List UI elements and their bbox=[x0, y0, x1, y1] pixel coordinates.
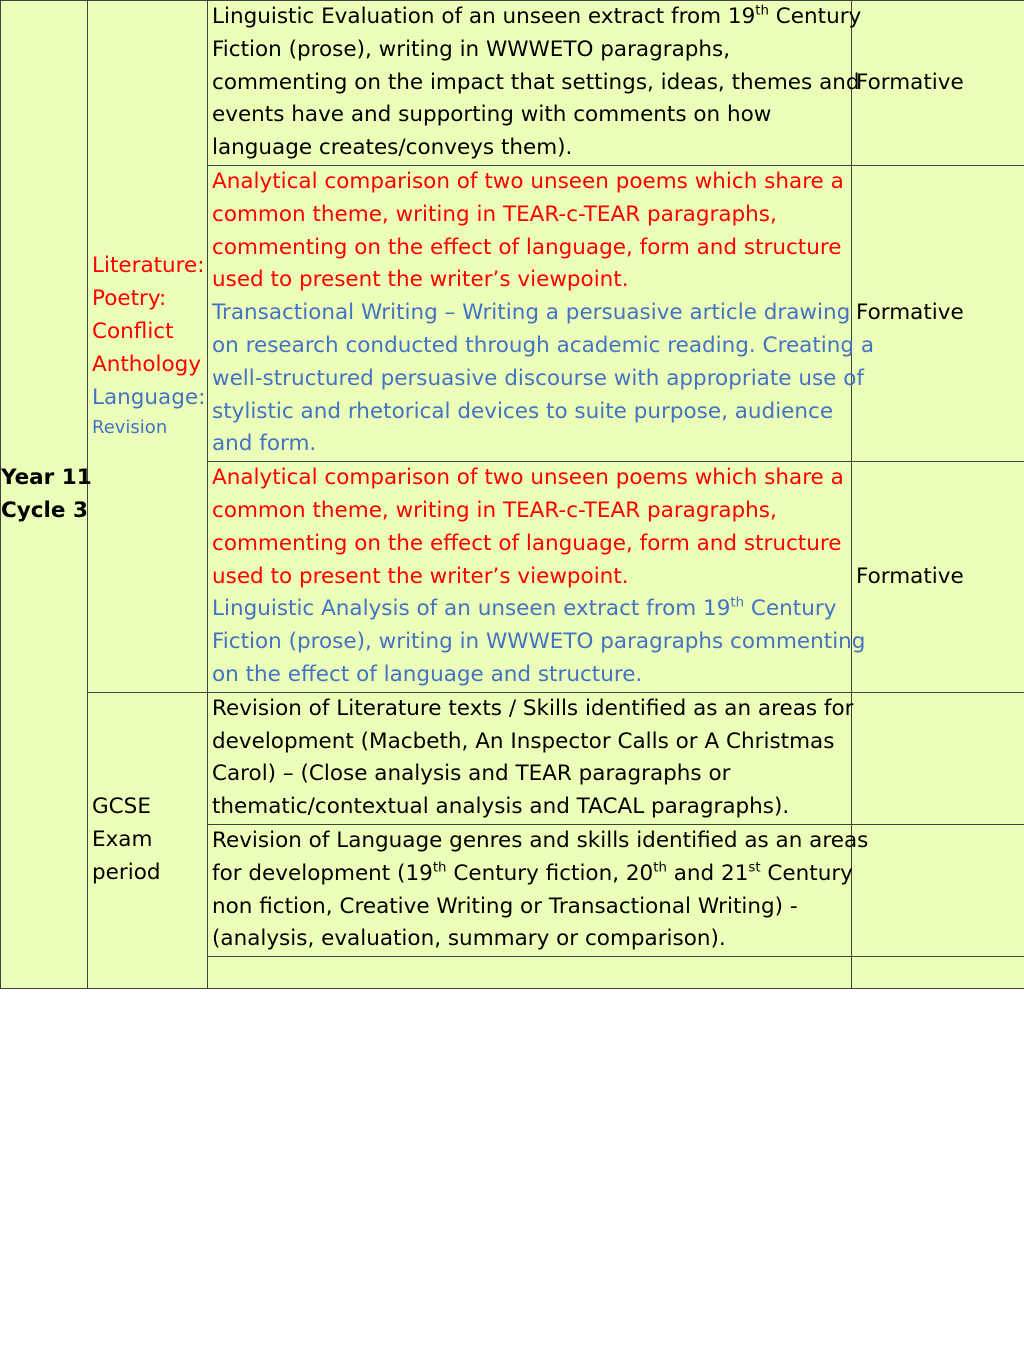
content-cell bbox=[208, 462, 866, 693]
conflict-label: Conflict bbox=[92, 318, 174, 344]
table-row bbox=[1, 1, 1024, 166]
exam-label: Exam bbox=[92, 827, 153, 853]
content-cell bbox=[208, 692, 852, 824]
content-line: on the effect of language and structure. bbox=[212, 661, 643, 687]
year-cycle-cell bbox=[1, 1, 92, 989]
content-line: thematic/contextual analysis and TACAL paragraphs). bbox=[212, 794, 790, 820]
content-line: non fiction, Creative Writing or Transactional Writing) - bbox=[212, 893, 798, 919]
content-cell bbox=[208, 824, 869, 956]
content-line: Fiction (prose), writing in WWWETO paragraphs commenting bbox=[212, 629, 866, 655]
assessment-label: Formative bbox=[856, 563, 964, 589]
content-line: Linguistic Evaluation of an unseen extract from 19th Century bbox=[212, 3, 862, 29]
table-row bbox=[1, 692, 1024, 824]
content-cell bbox=[208, 1, 862, 166]
content-line: and form. bbox=[212, 431, 317, 457]
language-label: Language: bbox=[92, 384, 206, 410]
unit-cell-exam bbox=[88, 692, 208, 988]
assessment-label: Formative bbox=[856, 69, 964, 95]
period-label: period bbox=[92, 859, 161, 885]
assessment-cell bbox=[852, 1, 1024, 166]
assessment-cell bbox=[852, 165, 1024, 461]
literature-label: Literature: bbox=[92, 253, 205, 279]
content-line: development (Macbeth, An Inspector Calls or A Christmas bbox=[212, 728, 835, 754]
content-line: used to present the writer’s viewpoint. bbox=[212, 563, 629, 589]
content-cell bbox=[208, 957, 852, 989]
content-cell bbox=[208, 165, 875, 461]
assessment-cell bbox=[852, 824, 1024, 956]
content-line: common theme, writing in TEAR-c-TEAR paragraphs, bbox=[212, 497, 777, 523]
content-line: common theme, writing in TEAR-c-TEAR paragraphs, bbox=[212, 201, 777, 227]
assessment-cell bbox=[852, 692, 1024, 824]
assessment-cell bbox=[852, 957, 1024, 989]
anthology-label: Anthology bbox=[92, 351, 202, 377]
content-line: commenting on the effect of language, form and structure bbox=[212, 530, 842, 556]
cycle-label: Cycle 3 bbox=[1, 497, 88, 523]
content-line: Revision of Language genres and skills identified as an areas bbox=[212, 827, 869, 853]
poetry-label: Poetry: bbox=[92, 286, 167, 312]
content-line: for development (19th Century fiction, 20th and 21st Century bbox=[212, 860, 853, 886]
content-line: on research conducted through academic reading. Creating a bbox=[212, 332, 875, 358]
content-line: Carol) – (Close analysis and TEAR paragraphs or bbox=[212, 761, 731, 787]
content-line: stylistic and rhetorical devices to suite purpose, audience bbox=[212, 398, 834, 424]
content-line: commenting on the impact that settings, ideas, themes and bbox=[212, 69, 860, 95]
unit-cell-poetry bbox=[88, 1, 208, 693]
content-line: events have and supporting with comments on how bbox=[212, 102, 772, 128]
assessment-cell bbox=[852, 462, 1024, 693]
content-line: Fiction (prose), writing in WWWETO paragraphs, bbox=[212, 36, 731, 62]
gcse-label: GCSE bbox=[92, 794, 151, 820]
year-label: Year 11 bbox=[1, 464, 92, 490]
assessment-label: Formative bbox=[856, 300, 964, 326]
content-line: commenting on the effect of language, form and structure bbox=[212, 234, 842, 260]
content-line: Transactional Writing – Writing a persuasive article drawing bbox=[212, 300, 851, 326]
content-line: language creates/conveys them). bbox=[212, 135, 573, 161]
content-line: Analytical comparison of two unseen poems which share a bbox=[212, 168, 844, 194]
content-line: Revision of Literature texts / Skills identified as an areas for bbox=[212, 695, 854, 721]
content-line: (analysis, evaluation, summary or comparison). bbox=[212, 926, 726, 952]
revision-label: Revision bbox=[92, 417, 168, 439]
content-line: well-structured persuasive discourse with appropriate use of bbox=[212, 365, 864, 391]
content-line: Linguistic Analysis of an unseen extract from 19th Century bbox=[212, 595, 837, 622]
content-line: used to present the writer’s viewpoint. bbox=[212, 267, 629, 293]
content-line: Analytical comparison of two unseen poems which share a bbox=[212, 465, 844, 491]
